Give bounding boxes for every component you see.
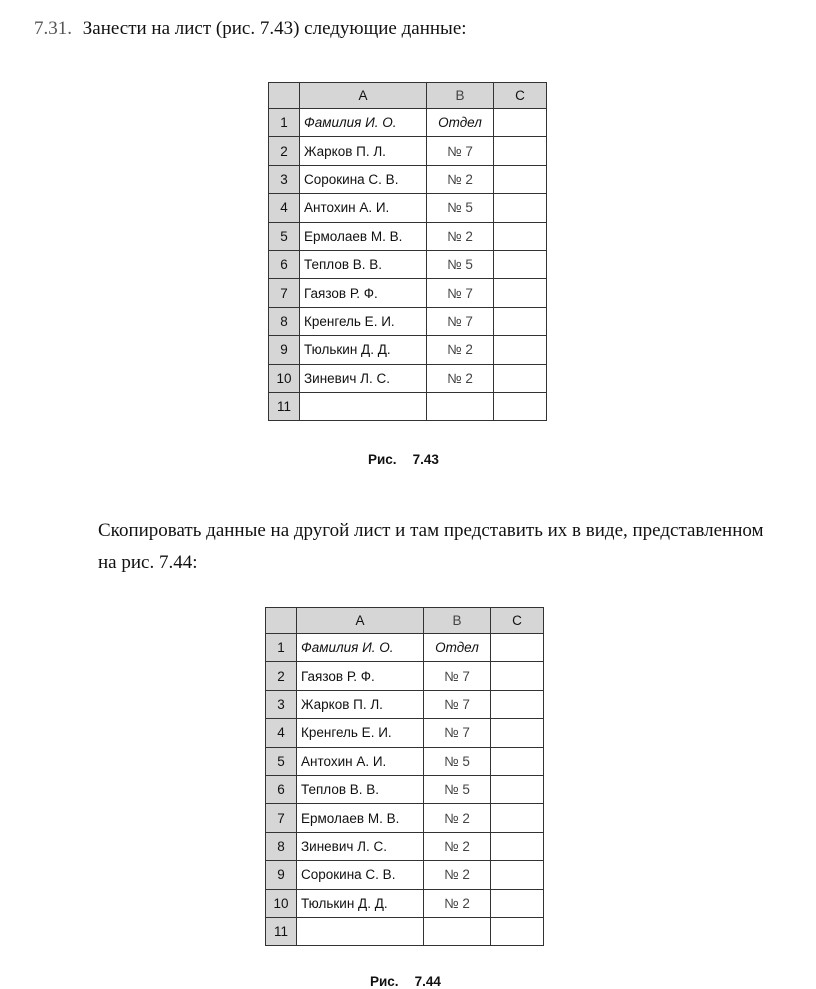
column-header-a: A [297, 608, 424, 634]
corner-cell [269, 83, 300, 109]
cell-b [427, 392, 494, 420]
instruction-paragraph: Скопировать данные на другой лист и там представить их в виде, представленном на рис. 7.44: [98, 520, 764, 573]
table-row [266, 889, 544, 917]
column-header-b: B [424, 608, 491, 634]
row-number: 6 [266, 775, 297, 803]
table-row [269, 364, 547, 392]
table-row [269, 194, 547, 222]
cell-b: № 7 [424, 690, 491, 718]
task-number: 7.31. [34, 18, 72, 39]
column-header-c: C [494, 83, 547, 109]
cell-c [494, 137, 547, 165]
cell-a: Сорокина С. В. [297, 861, 424, 889]
cell-c [491, 690, 544, 718]
cell-c [491, 861, 544, 889]
figure-caption-2 [370, 974, 441, 989]
row-number: 10 [266, 889, 297, 917]
table-row [269, 279, 547, 307]
row-number: 9 [266, 861, 297, 889]
cell-c [491, 747, 544, 775]
caption-number: 7.44 [414, 974, 441, 989]
row-number: 2 [269, 137, 300, 165]
cell-c [494, 165, 547, 193]
cell-a: Антохин А. И. [300, 194, 427, 222]
cell-c [491, 719, 544, 747]
table-row [269, 165, 547, 193]
table-row [266, 719, 544, 747]
row-number: 10 [269, 364, 300, 392]
cell-a: Фамилия И. О. [297, 634, 424, 662]
cell-b: № 5 [424, 775, 491, 803]
cell-b: № 7 [427, 279, 494, 307]
table-row [266, 662, 544, 690]
cell-a: Тюлькин Д. Д. [300, 336, 427, 364]
column-header-a: A [300, 83, 427, 109]
cell-b: Отдел [424, 634, 491, 662]
cell-a: Гаязов Р. Ф. [300, 279, 427, 307]
task-heading [34, 18, 467, 40]
table-row [269, 222, 547, 250]
table-row [269, 250, 547, 278]
cell-a: Тюлькин Д. Д. [297, 889, 424, 917]
table-row [269, 137, 547, 165]
cell-a [297, 917, 424, 945]
cell-c [491, 804, 544, 832]
table-row [266, 690, 544, 718]
cell-c [494, 250, 547, 278]
cell-a: Жарков П. Л. [300, 137, 427, 165]
table-row [269, 336, 547, 364]
caption-prefix: Рис. [368, 452, 397, 467]
cell-a [300, 392, 427, 420]
spreadsheet-figure-1 [268, 82, 547, 421]
cell-b: № 2 [427, 165, 494, 193]
cell-b: № 5 [427, 194, 494, 222]
caption-number: 7.43 [412, 452, 439, 467]
cell-b: № 2 [424, 832, 491, 860]
cell-a: Кренгель Е. И. [300, 307, 427, 335]
cell-b: Отдел [427, 109, 494, 137]
table-row [269, 109, 547, 137]
table-row [266, 634, 544, 662]
corner-cell [266, 608, 297, 634]
row-number: 5 [266, 747, 297, 775]
cell-c [494, 222, 547, 250]
cell-b: № 7 [427, 307, 494, 335]
row-number: 2 [266, 662, 297, 690]
cell-a: Сорокина С. В. [300, 165, 427, 193]
table-row [266, 804, 544, 832]
cell-c [491, 889, 544, 917]
cell-c [494, 279, 547, 307]
table-row [266, 917, 544, 945]
column-header-row [269, 83, 547, 109]
row-number: 7 [266, 804, 297, 832]
cell-a: Жарков П. Л. [297, 690, 424, 718]
cell-a: Антохин А. И. [297, 747, 424, 775]
cell-a: Теплов В. В. [300, 250, 427, 278]
cell-b: № 2 [427, 222, 494, 250]
cell-b: № 2 [427, 336, 494, 364]
cell-c [494, 194, 547, 222]
row-number: 4 [269, 194, 300, 222]
row-number: 9 [269, 336, 300, 364]
cell-a: Гаязов Р. Ф. [297, 662, 424, 690]
task-text: Занести на лист (рис. 7.43) следующие данные: [82, 18, 467, 39]
cell-b: № 2 [424, 889, 491, 917]
cell-b: № 7 [424, 719, 491, 747]
cell-a: Фамилия И. О. [300, 109, 427, 137]
caption-prefix: Рис. [370, 974, 399, 989]
cell-c [494, 364, 547, 392]
cell-c [491, 662, 544, 690]
cell-b: № 2 [427, 364, 494, 392]
figure-caption-1 [368, 452, 439, 467]
table-row [266, 861, 544, 889]
table-row [269, 307, 547, 335]
row-number: 1 [266, 634, 297, 662]
cell-c [491, 634, 544, 662]
cell-c [491, 775, 544, 803]
spreadsheet-figure-2 [265, 607, 544, 946]
row-number: 8 [266, 832, 297, 860]
cell-b: № 7 [424, 662, 491, 690]
cell-b: № 2 [424, 861, 491, 889]
cell-b [424, 917, 491, 945]
row-number: 4 [266, 719, 297, 747]
row-number: 7 [269, 279, 300, 307]
cell-a: Кренгель Е. И. [297, 719, 424, 747]
column-header-row [266, 608, 544, 634]
row-number: 5 [269, 222, 300, 250]
cell-a: Зиневич Л. С. [300, 364, 427, 392]
row-number: 11 [269, 392, 300, 420]
cell-a: Ермолаев М. В. [300, 222, 427, 250]
cell-b: № 5 [424, 747, 491, 775]
column-header-b: B [427, 83, 494, 109]
row-number: 3 [269, 165, 300, 193]
cell-a: Теплов В. В. [297, 775, 424, 803]
cell-c [491, 832, 544, 860]
cell-c [494, 392, 547, 420]
cell-c [491, 917, 544, 945]
cell-b: № 7 [427, 137, 494, 165]
table-row [269, 392, 547, 420]
cell-c [494, 109, 547, 137]
cell-a: Ермолаев М. В. [297, 804, 424, 832]
cell-b: № 5 [427, 250, 494, 278]
row-number: 11 [266, 917, 297, 945]
table-row [266, 775, 544, 803]
table-row [266, 832, 544, 860]
cell-b: № 2 [424, 804, 491, 832]
row-number: 3 [266, 690, 297, 718]
cell-a: Зиневич Л. С. [297, 832, 424, 860]
column-header-c: C [491, 608, 544, 634]
row-number: 6 [269, 250, 300, 278]
table-row [266, 747, 544, 775]
cell-c [494, 307, 547, 335]
row-number: 8 [269, 307, 300, 335]
row-number: 1 [269, 109, 300, 137]
cell-c [494, 336, 547, 364]
